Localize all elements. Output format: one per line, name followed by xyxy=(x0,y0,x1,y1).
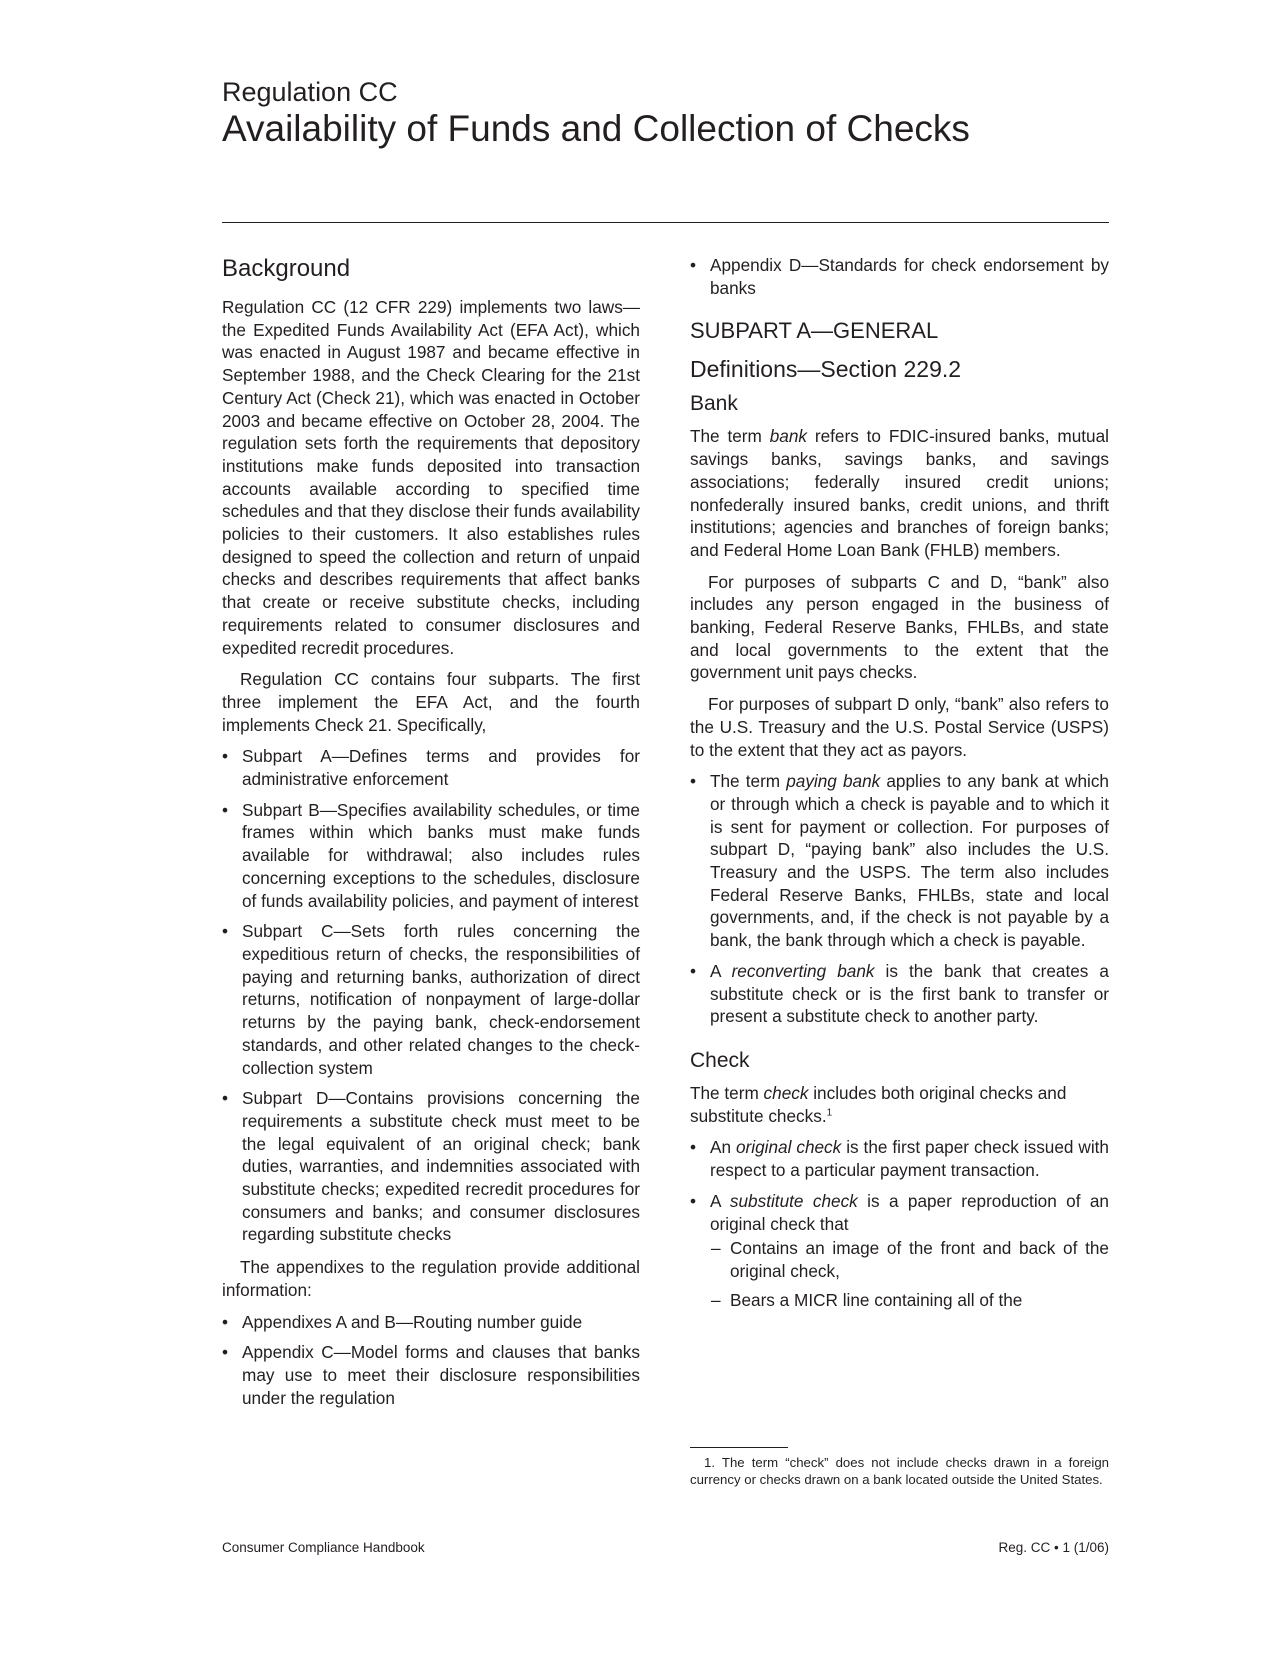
background-heading: Background xyxy=(222,255,351,282)
list-item: • Appendix C—Model forms and clauses that banks may use to meet their disclosure responsibilities under the regulation xyxy=(222,1341,640,1409)
term-paying-bank: paying bank xyxy=(786,771,881,792)
footnote-number: 1. xyxy=(704,1455,715,1470)
bank-heading: Bank xyxy=(690,392,738,416)
definitions-heading: Definitions—Section 229.2 xyxy=(690,356,962,383)
background-paragraph-2: Regulation CC contains four subparts. The first three implement the EFA Act, and the fourth implements Check 21. Specifically, xyxy=(222,669,640,735)
regulation-name: Regulation CC xyxy=(222,77,398,107)
term-original-check: original check xyxy=(735,1137,842,1158)
list-item: • The term paying bank applies to any bank at which or through which a check is payable and to which it is sent for payment or collection. For purposes of subpart D, “paying bank” also includes the U.S. Treasury and the USPS. The term also includes Federal Reserve Banks, FHLBs, state and local governments, and, if the check is not payable by a bank, the bank through which a check is payable. xyxy=(690,770,1109,952)
list-item: • A substitute check is a paper reproduction of an original check that – Contains an image of the front and back of the original check, – Bears a MICR line containing all of the xyxy=(690,1190,1109,1312)
appendixes-intro: The appendixes to the regulation provide additional information: xyxy=(222,1257,640,1300)
term-substitute-check: substitute check xyxy=(729,1190,858,1211)
bank-paragraph-2: For purposes of subparts C and D, “bank” also includes any person engaged in the business of banking, Federal Reserve Banks, FHLBs, and state and local governments to the extent that the government unit pays checks. xyxy=(690,571,1109,683)
page-header xyxy=(222,76,1122,150)
appendixes-list-continued xyxy=(690,254,1109,299)
list-item: • Subpart C—Sets forth rules concerning the expeditious return of checks, the responsibilities of paying and returning banks, authorization of direct returns, notification of nonpayment of large-dollar returns by the paying bank, check-endorsement standards, and other related changes to the check-collection system xyxy=(222,920,640,1079)
bank-paragraph-1: The term bank refers to FDIC-insured banks, mutual savings banks, savings banks, and savings associations; federally insured credit unions; nonfederally insured banks, credit unions, and thrift institutions; agencies and branches of foreign banks; and Federal Home Loan Bank (FHLB) members. xyxy=(690,426,1109,560)
left-column xyxy=(222,254,640,1419)
bank-terms-list xyxy=(690,770,1109,1028)
term-reconverting-bank: reconverting bank xyxy=(731,960,875,981)
footnote-text: The term “check” does not include checks drawn in a foreign currency or checks drawn on a bank located outside the United States. xyxy=(690,1455,1109,1487)
list-item: • A reconverting bank is the bank that creates a substitute check or is the first bank to transfer or present a substitute check to another party. xyxy=(690,960,1109,1028)
footnote xyxy=(690,1455,1109,1488)
footnote-divider xyxy=(690,1447,788,1448)
footer-page-number: Reg. CC • 1 (1/06) xyxy=(998,1540,1109,1555)
appendixes-list xyxy=(222,1311,640,1410)
subparts-list xyxy=(222,745,640,1246)
term-check: check xyxy=(763,1082,809,1103)
list-item: • An original check is the first paper check issued with respect to a particular payment transaction. xyxy=(690,1136,1109,1181)
list-item: • Subpart A—Defines terms and provides for administrative enforcement xyxy=(222,745,640,790)
header-divider xyxy=(222,222,1109,223)
list-item: – Bears a MICR line containing all of the xyxy=(710,1289,1109,1312)
footnote-reference: 1 xyxy=(826,1106,833,1118)
list-item: – Contains an image of the front and back of the original check, xyxy=(710,1237,1109,1282)
list-item: • Appendix D—Standards for check endorsement by banks xyxy=(690,254,1109,299)
check-paragraph: The term check includes both original checks and substitute checks.$^1$ xyxy=(690,1082,1067,1126)
list-item: • Subpart D—Contains provisions concerning the requirements a substitute check must meet to be the legal equivalent of an original check; bank duties, warranties, and indemnities associated with substitute checks; expedited recredit procedures for consumers and banks; and consumer disclosures regarding substitute checks xyxy=(222,1087,640,1246)
page-title: Availability of Funds and Collection of Checks xyxy=(222,108,970,149)
footer-publication: Consumer Compliance Handbook xyxy=(222,1540,425,1555)
check-heading: Check xyxy=(690,1048,750,1072)
list-item: • Subpart B—Specifies availability schedules, or time frames within which banks must make funds available for withdrawal; also includes rules concerning exceptions to the schedules, disclosure of funds availability policies, and payment of interest xyxy=(222,799,640,913)
background-paragraph-1: Regulation CC (12 CFR 229) implements two laws—the Expedited Funds Availability Act (EFA Act), which was enacted in August 1987 and became effective in September 1988, and the Check Clearing for the 21st Century Act (Check 21), which was enacted in October 2003 and became effective on October 28, 2004. The regulation sets forth the requirements that depository institutions make funds deposited into transaction accounts available according to specified time schedules and that they disclose their funds availability policies to their customers. It also establishes rules designed to speed the collection and return of unpaid checks and describes requirements that affect banks that create or receive substitute checks, including requirements related to consumer disclosures and expedited recredit procedures. xyxy=(222,297,640,658)
subpart-a-heading: SUBPART A—GENERAL xyxy=(690,318,939,344)
substitute-check-sublist xyxy=(710,1237,1109,1311)
list-item: • Appendixes A and B—Routing number guide xyxy=(222,1311,640,1334)
right-column xyxy=(690,254,1109,1321)
check-terms-list xyxy=(690,1136,1109,1311)
bank-paragraph-3: For purposes of subpart D only, “bank” also refers to the U.S. Treasury and the U.S. Postal Service (USPS) to the extent that they act as payors. xyxy=(690,694,1109,760)
term-bank: bank xyxy=(769,426,807,447)
